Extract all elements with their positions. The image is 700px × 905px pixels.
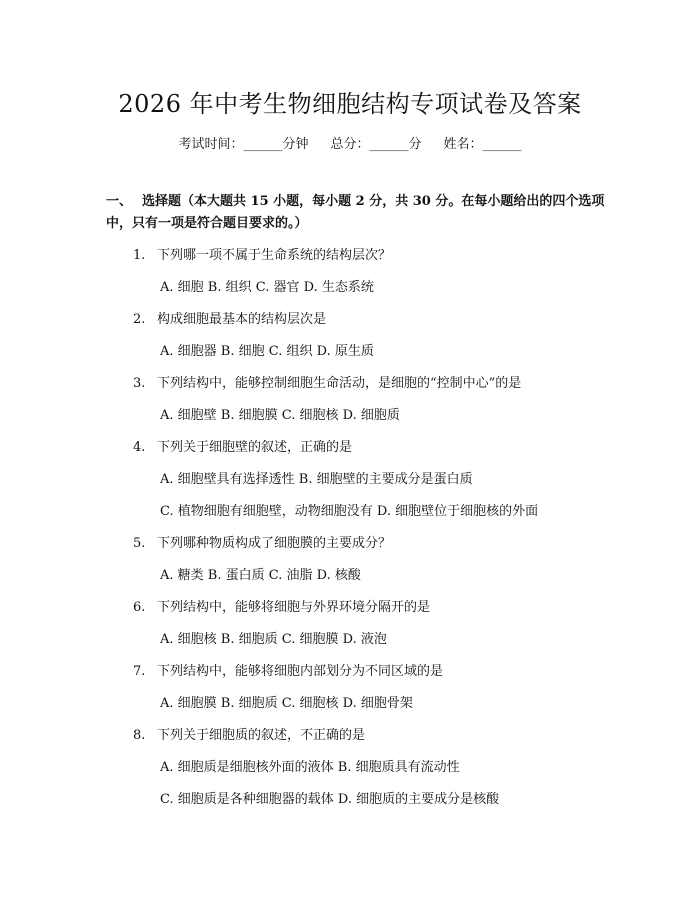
question-5-options: A. 糖类 B. 蛋白质 C. 油脂 D. 核酸 (160, 568, 361, 583)
section-number: 一、 (106, 194, 133, 209)
question-text: 下列哪一项不属于生命系统的结构层次？ (157, 248, 392, 263)
question-5 (133, 532, 391, 551)
question-8-options-ab: A. 细胞质是细胞核外面的液体 B. 细胞质具有流动性 (160, 760, 460, 775)
question-4 (133, 436, 352, 455)
question-number: 4. (133, 440, 146, 455)
exam-score: 总分：______分 (330, 137, 422, 152)
question-text: 构成细胞最基本的结构层次是 (157, 312, 327, 327)
question-text: 下列关于细胞壁的叙述，正确的是 (157, 440, 353, 455)
question-1-options: A. 细胞 B. 组织 C. 器官 D. 生态系统 (160, 280, 374, 295)
exam-meta (0, 133, 700, 152)
question-text: 下列结构中，能够控制细胞生命活动，是细胞的“控制中心”的是 (157, 376, 522, 391)
question-number: 3. (133, 376, 146, 391)
question-2-options: A. 细胞器 B. 细胞 C. 组织 D. 原生质 (160, 344, 374, 359)
question-text: 下列关于细胞质的叙述，不正确的是 (157, 728, 366, 743)
question-3-options: A. 细胞壁 B. 细胞膜 C. 细胞核 D. 细胞质 (160, 408, 400, 423)
question-8-options-cd: C. 细胞质是各种细胞器的载体 D. 细胞质的主要成分是核酸 (160, 792, 500, 807)
section-heading (106, 191, 606, 235)
question-number: 8. (133, 728, 146, 743)
question-7 (133, 660, 443, 679)
question-3 (133, 372, 521, 391)
question-8 (133, 724, 365, 743)
question-7-options: A. 细胞膜 B. 细胞质 C. 细胞核 D. 细胞骨架 (160, 696, 413, 711)
question-4-options-ab: A. 细胞壁具有选择透性 B. 细胞壁的主要成分是蛋白质 (160, 472, 473, 487)
question-number: 6. (133, 600, 146, 615)
question-number: 2. (133, 312, 146, 327)
question-number: 1. (133, 248, 146, 263)
question-2 (133, 308, 326, 327)
question-text: 下列哪种物质构成了细胞膜的主要成分？ (157, 536, 392, 551)
question-number: 7. (133, 664, 146, 679)
question-6 (133, 596, 430, 615)
section-text: 选择题（本大题共 15 小题，每小题 2 分，共 30 分。在每小题给出的四个选项中，只有一项是符合题目要求的。） (106, 194, 605, 231)
question-6-options: A. 细胞核 B. 细胞质 C. 细胞膜 D. 液泡 (160, 632, 387, 647)
exam-time: 考试时间：______分钟 (178, 137, 309, 152)
question-1 (133, 244, 391, 263)
question-text: 下列结构中，能够将细胞内部划分为不同区域的是 (157, 664, 444, 679)
exam-title: 2026 年中考生物细胞结构专项试卷及答案 (118, 90, 582, 118)
question-4-options-cd: C. 植物细胞有细胞壁，动物细胞没有 D. 细胞壁位于细胞核的外面 (160, 504, 539, 519)
student-name: 姓名：______ (443, 137, 522, 152)
question-text: 下列结构中，能够将细胞与外界环境分隔开的是 (157, 600, 431, 615)
question-number: 5. (133, 536, 146, 551)
